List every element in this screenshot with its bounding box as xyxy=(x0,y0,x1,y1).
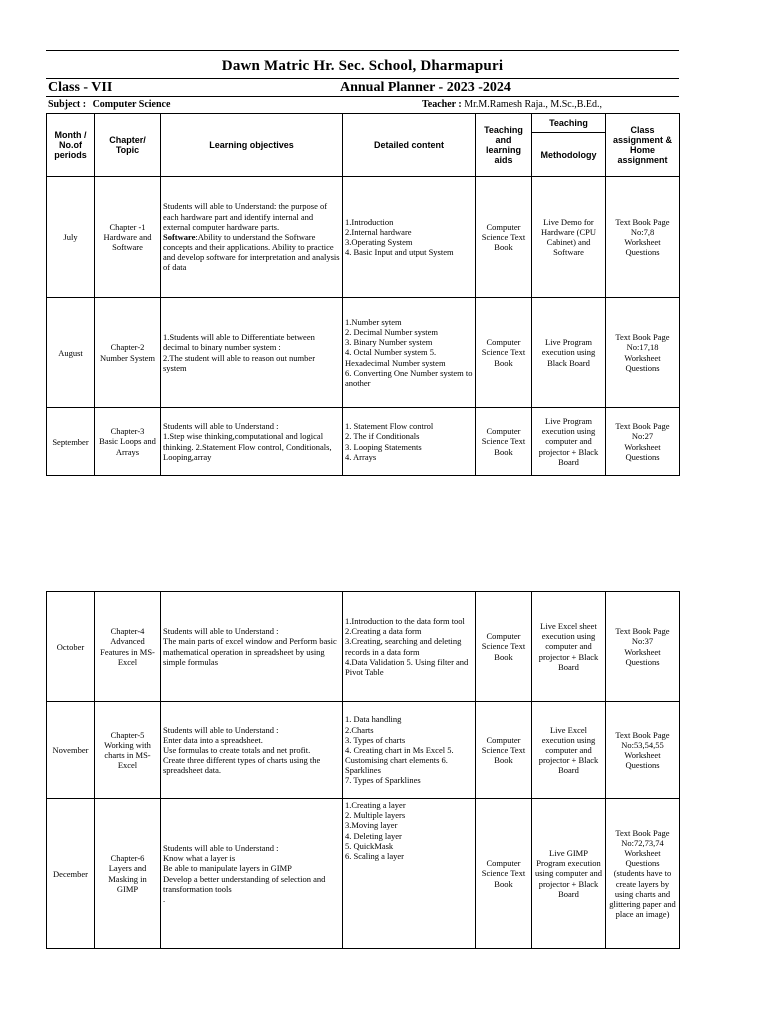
assignment-cell: Text Book Page No:37 Worksheet Questions xyxy=(606,592,680,702)
methodology-cell: Live GIMP Program execution using computer and projector + Black Board xyxy=(532,799,606,949)
content-cell: 1.Number sytem 2. Decimal Number system 3. Binary Number system 4. Octal Number system 5. Hexadecimal Number system 6. Converting One Number system to another xyxy=(343,298,476,408)
table-row xyxy=(47,298,680,408)
col-chapter: Chapter/ Topic xyxy=(95,114,161,177)
table-row xyxy=(47,408,680,476)
aids-cell: Computer Science Text Book xyxy=(476,408,532,476)
chapter-cell: Chapter-2 Number System xyxy=(95,298,161,408)
content-cell: 1.Introduction 2.Internal hardware 3.Operating System 4. Basic Input and utput System xyxy=(343,177,476,298)
methodology-cell: Live Excel execution using computer and projector + Black Board xyxy=(532,702,606,799)
assignment-cell: Text Book Page No:17,18 Worksheet Questions xyxy=(606,298,680,408)
chapter-cell: Chapter -1 Hardware and Software xyxy=(95,177,161,298)
objectives-text-2: :Ability to understand the Software concepts and their applications. Ability to practice and develop software for interpretation and analysis of data xyxy=(163,231,340,273)
planner-title: Annual Planner - 2023 -2024 xyxy=(340,80,511,95)
objectives-cell: 1.Students will able to Differentiate between decimal to binary number system : 2.The student will able to reason out number system xyxy=(161,298,343,408)
col-month: Month / No.of periods xyxy=(47,114,95,177)
col-aids: Teaching and learning aids xyxy=(476,114,532,177)
assignment-cell: Text Book Page No:72,73,74 Worksheet Questions (students have to create layers by using charts and glittering paper and place an image) xyxy=(606,799,680,949)
objectives-cell: Students will able to Understand : 1.Step wise thinking,computational and logical thinking. 2.Statement Flow control, Conditionals, Looping,array xyxy=(161,408,343,476)
content-cell: 1. Data handling 2.Charts 3. Types of charts 4. Creating chart in Ms Excel 5. Customising chart elements 6. Sparklines 7. Types of Sparklines xyxy=(343,702,476,799)
planner-table-2 xyxy=(46,591,680,949)
objectives-cell: Students will able to Understand : Know what a layer is Be able to manipulate layers in GIMP Develop a better understanding of selection and transformation tools . xyxy=(161,799,343,949)
aids-cell: Computer Science Text Book xyxy=(476,298,532,408)
table-row xyxy=(47,592,680,702)
objectives-cell: Students will able to Understand : The main parts of excel window and Perform basic mathematical operation in spreadsheet by using simple formulas xyxy=(161,592,343,702)
month-cell: July xyxy=(47,177,95,298)
month-cell: November xyxy=(47,702,95,799)
objectives-bold: Software xyxy=(163,231,196,242)
methodology-cell: Live Program execution using computer and projector + Black Board xyxy=(532,408,606,476)
subject-row xyxy=(48,99,170,110)
assignment-cell: Text Book Page No:7,8 Worksheet Questions xyxy=(606,177,680,298)
chapter-cell: Chapter-5 Working with charts in MS-Excel xyxy=(95,702,161,799)
aids-cell: Computer Science Text Book xyxy=(476,702,532,799)
aids-cell: Computer Science Text Book xyxy=(476,177,532,298)
planner-table-1 xyxy=(46,113,680,476)
chapter-cell: Chapter-3 Basic Loops and Arrays xyxy=(95,408,161,476)
chapter-cell: Chapter-4 Advanced Features in MS-Excel xyxy=(95,592,161,702)
objectives-cell xyxy=(161,177,343,298)
month-cell: October xyxy=(47,592,95,702)
methodology-cell: Live Demo for Hardware (CPU Cabinet) and Software xyxy=(532,177,606,298)
class-divider xyxy=(46,96,679,97)
content-cell: 1. Statement Flow control 2. The if Conditionals 3. Looping Statements 4. Arrays xyxy=(343,408,476,476)
month-cell: December xyxy=(47,799,95,949)
methodology-cell: Live Excel sheet execution using computer and projector + Black Board xyxy=(532,592,606,702)
top-border xyxy=(46,50,679,51)
chapter-cell: Chapter-6 Layers and Masking in GIMP xyxy=(95,799,161,949)
table-row xyxy=(47,799,680,949)
teacher-label: Teacher : xyxy=(422,99,462,110)
methodology-cell: Live Program execution using Black Board xyxy=(532,298,606,408)
month-cell: August xyxy=(47,298,95,408)
table-row xyxy=(47,702,680,799)
assignment-cell: Text Book Page No:53,54,55 Worksheet Questions xyxy=(606,702,680,799)
col-teaching: Teaching xyxy=(532,114,606,133)
col-methodology: Methodology xyxy=(532,133,606,177)
subject-label: Subject : xyxy=(48,99,87,110)
month-cell: September xyxy=(47,408,95,476)
teacher-value: Mr.M.Ramesh Raja., M.Sc.,B.Ed., xyxy=(464,99,602,110)
class-label: Class - VII xyxy=(48,80,113,95)
col-assignment: Class assignment & Home assignment xyxy=(606,114,680,177)
table-row xyxy=(47,177,680,298)
teacher-row xyxy=(422,99,602,110)
col-content: Detailed content xyxy=(343,114,476,177)
content-cell: 1.Creating a layer 2. Multiple layers 3.Moving layer 4. Deleting layer 5. QuickMask 6. Scaling a layer xyxy=(343,799,476,949)
aids-cell: Computer Science Text Book xyxy=(476,592,532,702)
objectives-text: Students will able to Understand: the purpose of each hardware part and identify internal and external computer hardware parts. xyxy=(163,201,328,232)
subject-value: Computer Science xyxy=(92,99,171,110)
school-name: Dawn Matric Hr. Sec. School, Dharmapuri xyxy=(221,58,504,74)
content-cell: 1.Introduction to the data form tool 2.Creating a data form 3.Creating, searching and deleting records in a data form 4.Data Validation 5. Using filter and Pivot Table xyxy=(343,592,476,702)
aids-cell: Computer Science Text Book xyxy=(476,799,532,949)
col-objectives: Learning objectives xyxy=(161,114,343,177)
assignment-cell: Text Book Page No:27 Worksheet Questions xyxy=(606,408,680,476)
objectives-cell: Students will able to Understand : Enter data into a spreadsheet. Use formulas to create totals and net profit. Create three different types of charts using the spreadsheet data. xyxy=(161,702,343,799)
title-divider xyxy=(46,78,679,79)
